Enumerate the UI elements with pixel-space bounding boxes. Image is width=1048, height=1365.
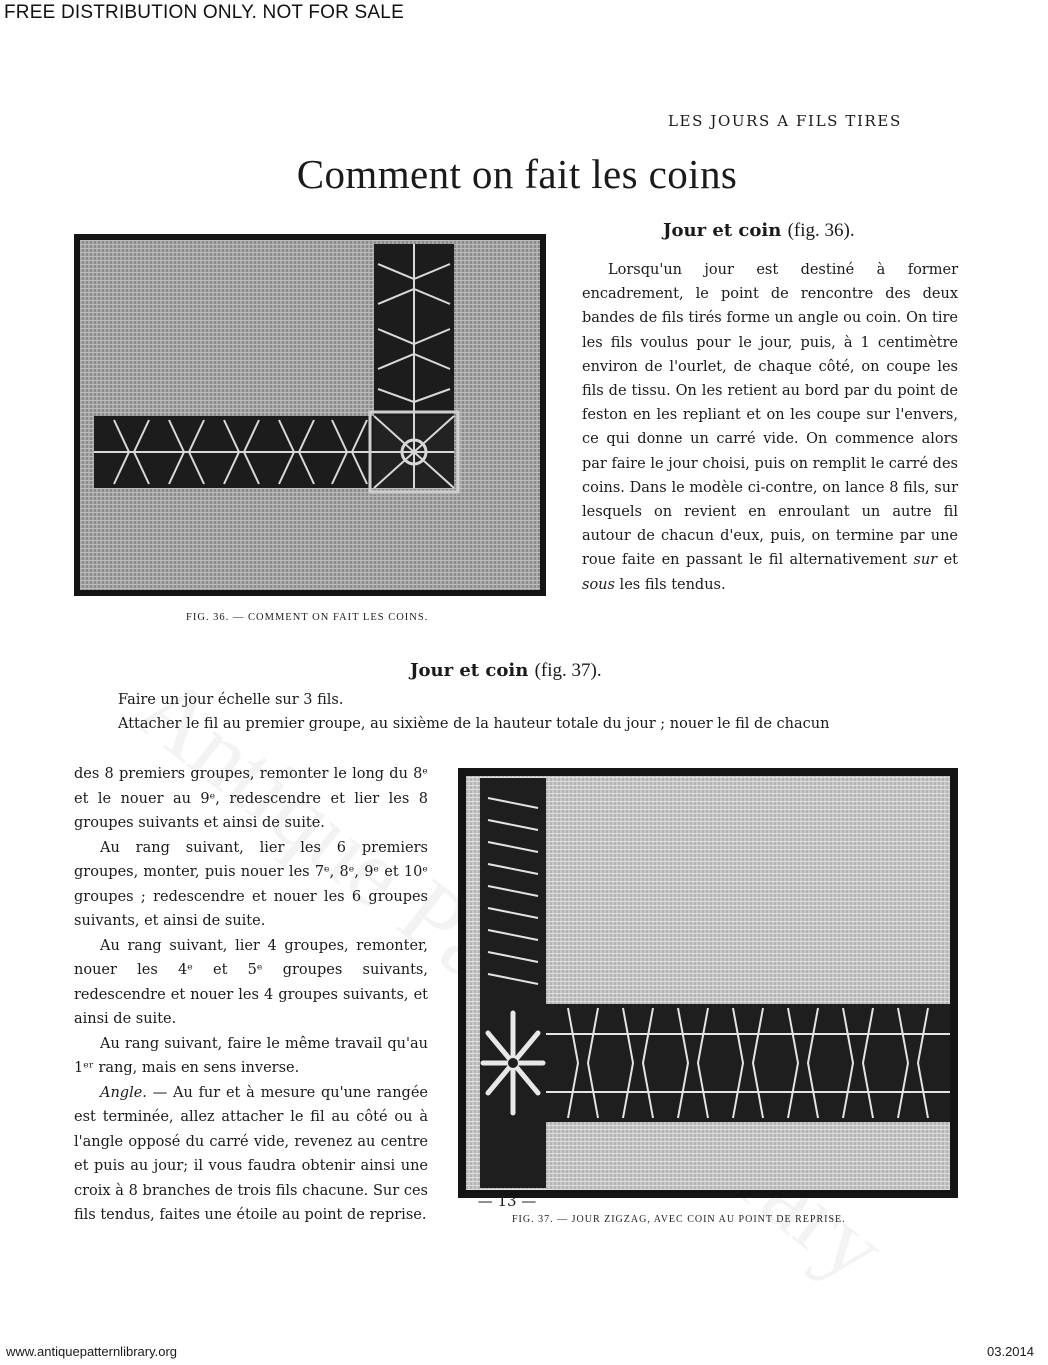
section1-em-sous: sous [582,576,615,593]
footer-date: 03.2014 [987,1344,1034,1359]
figure-36-caption: FIG. 36. — COMMENT ON FAIT LES COINS. [186,612,429,623]
figure-36 [74,234,546,596]
page-number: — 13 — [477,1192,537,1210]
section2-intro [74,688,958,736]
section1-heading [663,220,855,242]
figure-37 [458,768,958,1198]
section1-heading-ref: (fig. 36). [787,220,855,241]
section2-paragraph-3: Au rang suivant, lier 4 groupes, remonter, nouer les 4ᵉ et 5ᵉ groupes suivants, redescendre et nouer les 4 groupes suivants, et ainsi de suite. [74,937,428,1027]
distribution-banner: FREE DISTRIBUTION ONLY. NOT FOR SALE [4,2,404,23]
section2-heading-ref: (fig. 37). [534,660,602,681]
running-head: LES JOURS A FILS TIRES [668,112,902,130]
page-title: Comment on fait les coins [296,151,738,197]
angle-text: — Au fur et à mesure qu'une rangée est terminée, allez attacher le fil au côté ou à l'angle opposé du carré vide, revenez au centre et puis au jour; il vous faudra obtenir ainsi une croix à 8 branches de trois fils chacune. Sur ces fils tendus, faites une étoile au point de reprise. [74,1084,428,1223]
footer-url[interactable]: www.antiquepatternlibrary.org [6,1344,178,1359]
section1-tail-end: les fils tendus. [614,576,726,593]
figure-37-caption: FIG. 37. — JOUR ZIGZAG, AVEC COIN AU POINT DE REPRISE. [512,1214,846,1225]
section2-heading-text: Jour et coin [410,660,529,681]
section1-paragraph-text: Lorsqu'un jour est destiné à former encadrement, le point de rencontre des deux bandes de fils tirés forme un angle ou coin. On tire les fils voulus pour le jour, puis, à 1 centimètre environ de l'ourlet, de chaque côté, on coupe les fils de tissu. On les retient au bord par du point de feston en les repliant et on les coupe sur l'envers, ce qui donne un carré vide. On commence alors par faire le jour choisi, puis on remplit le carré des coins. Dans le modèle ci-contre, on lance 8 fils, sur lesquels on revient en enroulant un autre fil autour de chacun d'eux, puis, on termine par une roue faite en passant le fil alternativement [582,262,958,569]
section1-em-sur: sur [913,552,938,569]
figure-37-illustration [458,768,958,1198]
figure-36-illustration [74,234,546,596]
section2-line1: Faire un jour échelle sur 3 fils. [118,692,344,708]
section2-paragraph-2: Au rang suivant, lier les 6 premiers groupes, monter, puis nouer les 7ᵉ, 8ᵉ, 9ᵉ et 10ᵉ groupes ; redescendre et nouer les 6 groupes suivants, et ainsi de suite. [74,839,428,929]
section1-body [582,258,958,597]
section1-paragraph [582,258,958,597]
section2-paragraph-1: des 8 premiers groupes, remonter le long du 8ᵉ et le nouer au 9ᵉ, redescendre et lier les 8 groupes suivants et ainsi de suite. [74,766,428,831]
section1-tail-mid: et [937,552,958,569]
section2-line2: Attacher le fil au premier groupe, au sixième de la hauteur totale du jour ; nouer le fil de chacun [118,716,830,733]
section2-paragraph-4: Au rang suivant, faire le même travail qu'au 1ᵉʳ rang, mais en sens inverse. [74,1035,428,1076]
section2-heading [410,660,602,682]
section2-body [74,762,428,1228]
section1-heading-text: Jour et coin [663,220,782,241]
angle-label: Angle. [100,1084,147,1101]
